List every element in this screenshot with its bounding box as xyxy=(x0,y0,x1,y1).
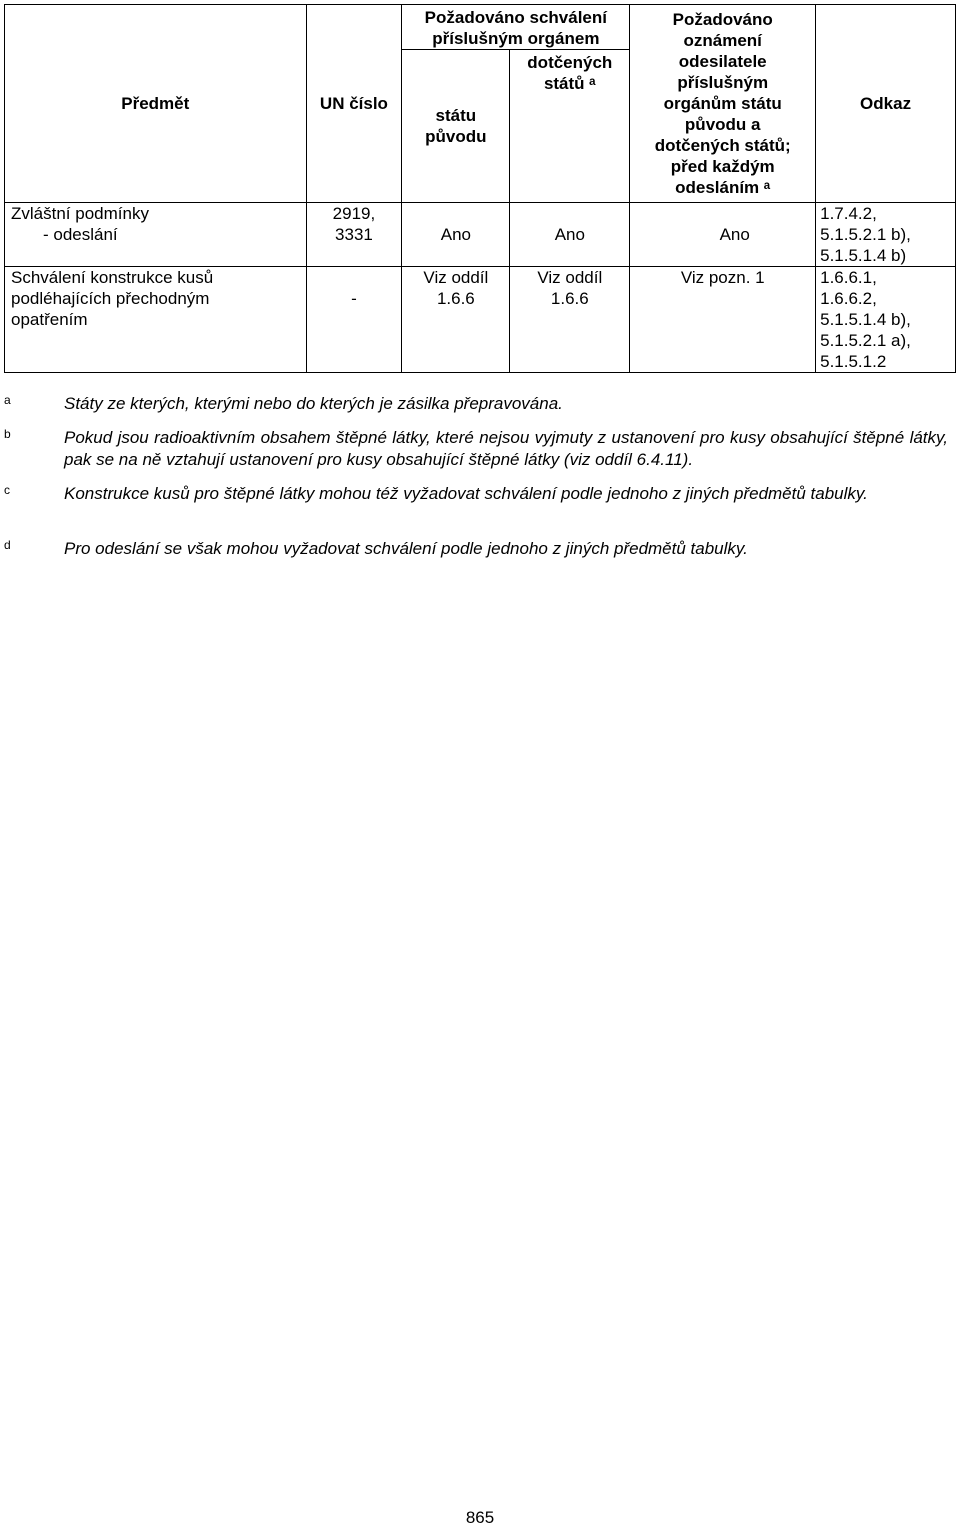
footnote-mark: d xyxy=(4,538,11,552)
approval-table xyxy=(4,4,956,373)
header-notification: Požadováno oznámení odesilatele příslušným orgánům státu původu a dotčených států; před každým odesláním ᵃ xyxy=(630,5,816,203)
header-affected-states: dotčených států ᵃ xyxy=(510,50,630,203)
header-approval-group: Požadováno schválení příslušným orgánem xyxy=(402,5,630,50)
reference-cell xyxy=(816,203,956,267)
affected-states-cell: Ano xyxy=(510,203,630,267)
reference-line: 1.6.6.1, xyxy=(820,268,877,287)
footnote-text: Konstrukce kusů pro štěpné látky mohou též vyžadovat schválení podle jednoho z jiných předmětů tabulky. xyxy=(64,484,868,503)
origin-line: 1.6.6 xyxy=(436,289,475,308)
subject-line: - odeslání xyxy=(43,225,118,244)
footnote-mark: c xyxy=(4,483,10,497)
reference-line: 5.1.5.1.4 b), xyxy=(820,310,911,329)
reference-line: 5.1.5.2.1 b), xyxy=(820,225,911,244)
reference-line: 5.1.5.1.4 b) xyxy=(820,246,907,265)
affected-line: Viz oddíl xyxy=(537,268,603,287)
subject-cell xyxy=(5,267,307,373)
footnote-text: Pokud jsou radioaktivním obsahem štěpné látky, které nejsou vyjmuty z ustanovení pro kusy obsahující štěpné látky, pak se na ně vztahují ustanovení pro kusy obsahující štěpné látky (viz oddíl 6.4.11). xyxy=(64,428,948,469)
footnote-mark: b xyxy=(4,427,11,441)
subject-line: podléhajících přechodným xyxy=(11,289,210,308)
footnote-text: Státy ze kterých, kterými nebo do kterých je zásilka přepravována. xyxy=(64,394,563,413)
un-number-cell xyxy=(306,203,402,267)
footnote-mark: a xyxy=(4,393,11,407)
page-number: 865 xyxy=(465,1508,495,1527)
subject-line: Schválení konstrukce kusů xyxy=(11,268,214,287)
subject-line: opatřením xyxy=(11,310,88,329)
reference-cell xyxy=(816,267,956,373)
table-row xyxy=(5,203,956,267)
header-state-origin: státu původu xyxy=(402,50,510,203)
footnote-text: Pro odeslání se však mohou vyžadovat schválení podle jednoho z jiných předmětů tabulky. xyxy=(64,539,748,558)
subject-line: Zvláštní podmínky xyxy=(11,204,149,223)
notification-cell: Viz pozn. 1 xyxy=(630,267,816,373)
state-origin-cell xyxy=(402,267,510,373)
header-reference: Odkaz xyxy=(816,5,956,203)
header-subject: Předmět xyxy=(5,5,307,203)
table-row xyxy=(5,267,956,373)
header-un-number: UN číslo xyxy=(306,5,402,203)
notification-cell: Ano xyxy=(630,203,816,267)
un-line: 2919, xyxy=(332,204,376,223)
affected-states-cell xyxy=(510,267,630,373)
un-number-cell: - xyxy=(306,267,402,373)
subject-cell xyxy=(5,203,307,267)
affected-line: 1.6.6 xyxy=(550,289,589,308)
reference-line: 1.7.4.2, xyxy=(820,204,877,223)
state-origin-cell: Ano xyxy=(402,203,510,267)
reference-line: 5.1.5.2.1 a), xyxy=(820,331,911,350)
reference-line: 5.1.5.1.2 xyxy=(820,352,887,371)
origin-line: Viz oddíl xyxy=(423,268,489,287)
reference-line: 1.6.6.2, xyxy=(820,289,877,308)
un-line: 3331 xyxy=(335,225,373,244)
